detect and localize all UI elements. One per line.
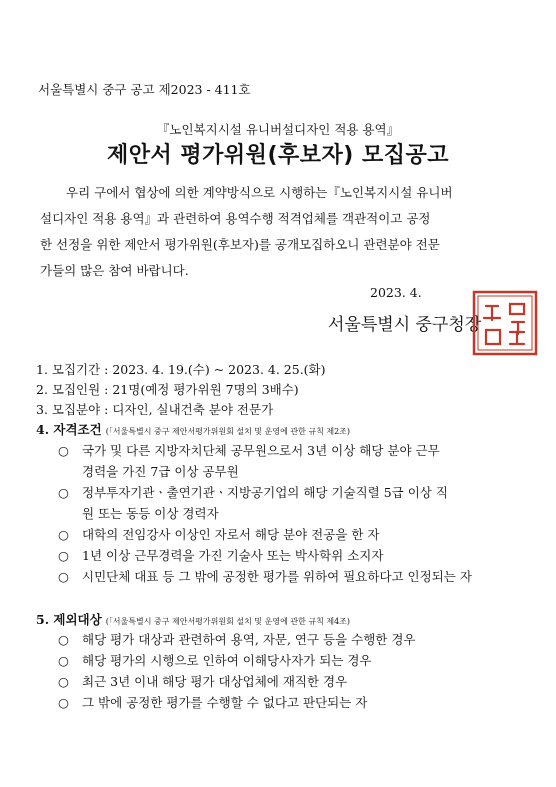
exclusion-header (36, 610, 350, 628)
list-item-continuation: 원 또는 동등 이상 경력자 (82, 506, 219, 521)
qualification-label: 4. 자격조건 (36, 422, 102, 437)
circle-bullet-icon: ○ (58, 485, 69, 500)
circle-bullet-icon: ○ (58, 548, 69, 563)
project-subtitle: 『노인복지시설 유니버설디자인 적용 용역』 (156, 122, 400, 137)
list-item: ○ 해당 평가의 시행으로 인하여 이해당사자가 되는 경우 (58, 653, 372, 668)
notice-number: 서울특별시 중구 공고 제2023 - 411호 (38, 82, 251, 97)
circle-bullet-icon: ○ (58, 569, 69, 584)
notice-body (40, 180, 518, 284)
list-item: ○ 대학의 전임강사 이상인 자로서 해당 분야 전공을 한 자 (58, 527, 380, 542)
circle-bullet-icon: ○ (58, 527, 69, 542)
circle-bullet-icon: ○ (58, 695, 69, 710)
circle-bullet-icon: ○ (58, 443, 69, 458)
circle-bullet-icon: ○ (58, 632, 69, 647)
recruit-period: 1. 모집기간 : 2023. 4. 19.(수) ~ 2023. 4. 25.(화) (36, 362, 326, 377)
body-line: 한 선정을 위한 제안서 평가위원(후보자)를 공개모집하오니 관련분야 전문 (40, 237, 440, 252)
exclusion-reference: (「서울특별시 중구 제안서평가위원회 설치 및 운영에 관한 규칙 제4조) (105, 617, 351, 626)
recruit-field: 3. 모집분야 : 디자인, 실내건축 분야 전문가 (36, 402, 274, 417)
circle-bullet-icon: ○ (58, 653, 69, 668)
list-item: ○ 정부투자기관ㆍ출연기관ㆍ지방공기업의 해당 기술직렬 5급 이상 직 (58, 485, 448, 500)
list-item: ○ 국가 및 다른 지방자치단체 공무원으로서 3년 이상 해당 분야 근무 (58, 443, 440, 458)
body-line: 우리 구에서 협상에 의한 계약방식으로 시행하는『노인복지시설 유니버 (66, 185, 453, 200)
body-line: 설디자인 적용 용역』과 관련하여 용역수행 적격업체를 객관적이고 공정 (40, 211, 431, 226)
page-title: 제안서 평가위원(후보자) 모집공고 (107, 143, 449, 168)
circle-bullet-icon: ○ (58, 674, 69, 689)
list-item: ○ 최근 3년 이내 해당 평가 대상업체에 재직한 경우 (58, 674, 348, 689)
exclusion-label: 5. 제외대상 (36, 612, 102, 627)
issuer-name: 서울특별시 중구청장 (328, 315, 482, 335)
qualification-header (36, 420, 350, 438)
list-item: ○ 시민단체 대표 등 그 밖에 공정한 평가를 위하여 필요하다고 인정되는 자 (58, 569, 472, 584)
list-item-continuation: 경력을 가진 7급 이상 공무원 (82, 464, 239, 479)
list-item: ○ 1년 이상 근무경력을 가진 기술사 또는 박사학위 소지자 (58, 548, 384, 563)
body-line: 가들의 많은 참여 바랍니다. (40, 263, 189, 278)
qualification-reference: (「서울특별시 중구 제안서평가위원회 설치 및 운영에 관한 규칙 제2조) (105, 427, 351, 436)
official-seal-icon (470, 288, 540, 358)
notice-date: 2023. 4. (370, 285, 422, 300)
list-item: ○ 해당 평가 대상과 관련하여 용역, 자문, 연구 등을 수행한 경우 (58, 632, 416, 647)
list-item: ○ 그 밖에 공정한 평가를 수행할 수 없다고 판단되는 자 (58, 695, 368, 710)
recruit-count: 2. 모집인원 : 21명(예정 평가위원 7명의 3배수) (36, 382, 299, 397)
